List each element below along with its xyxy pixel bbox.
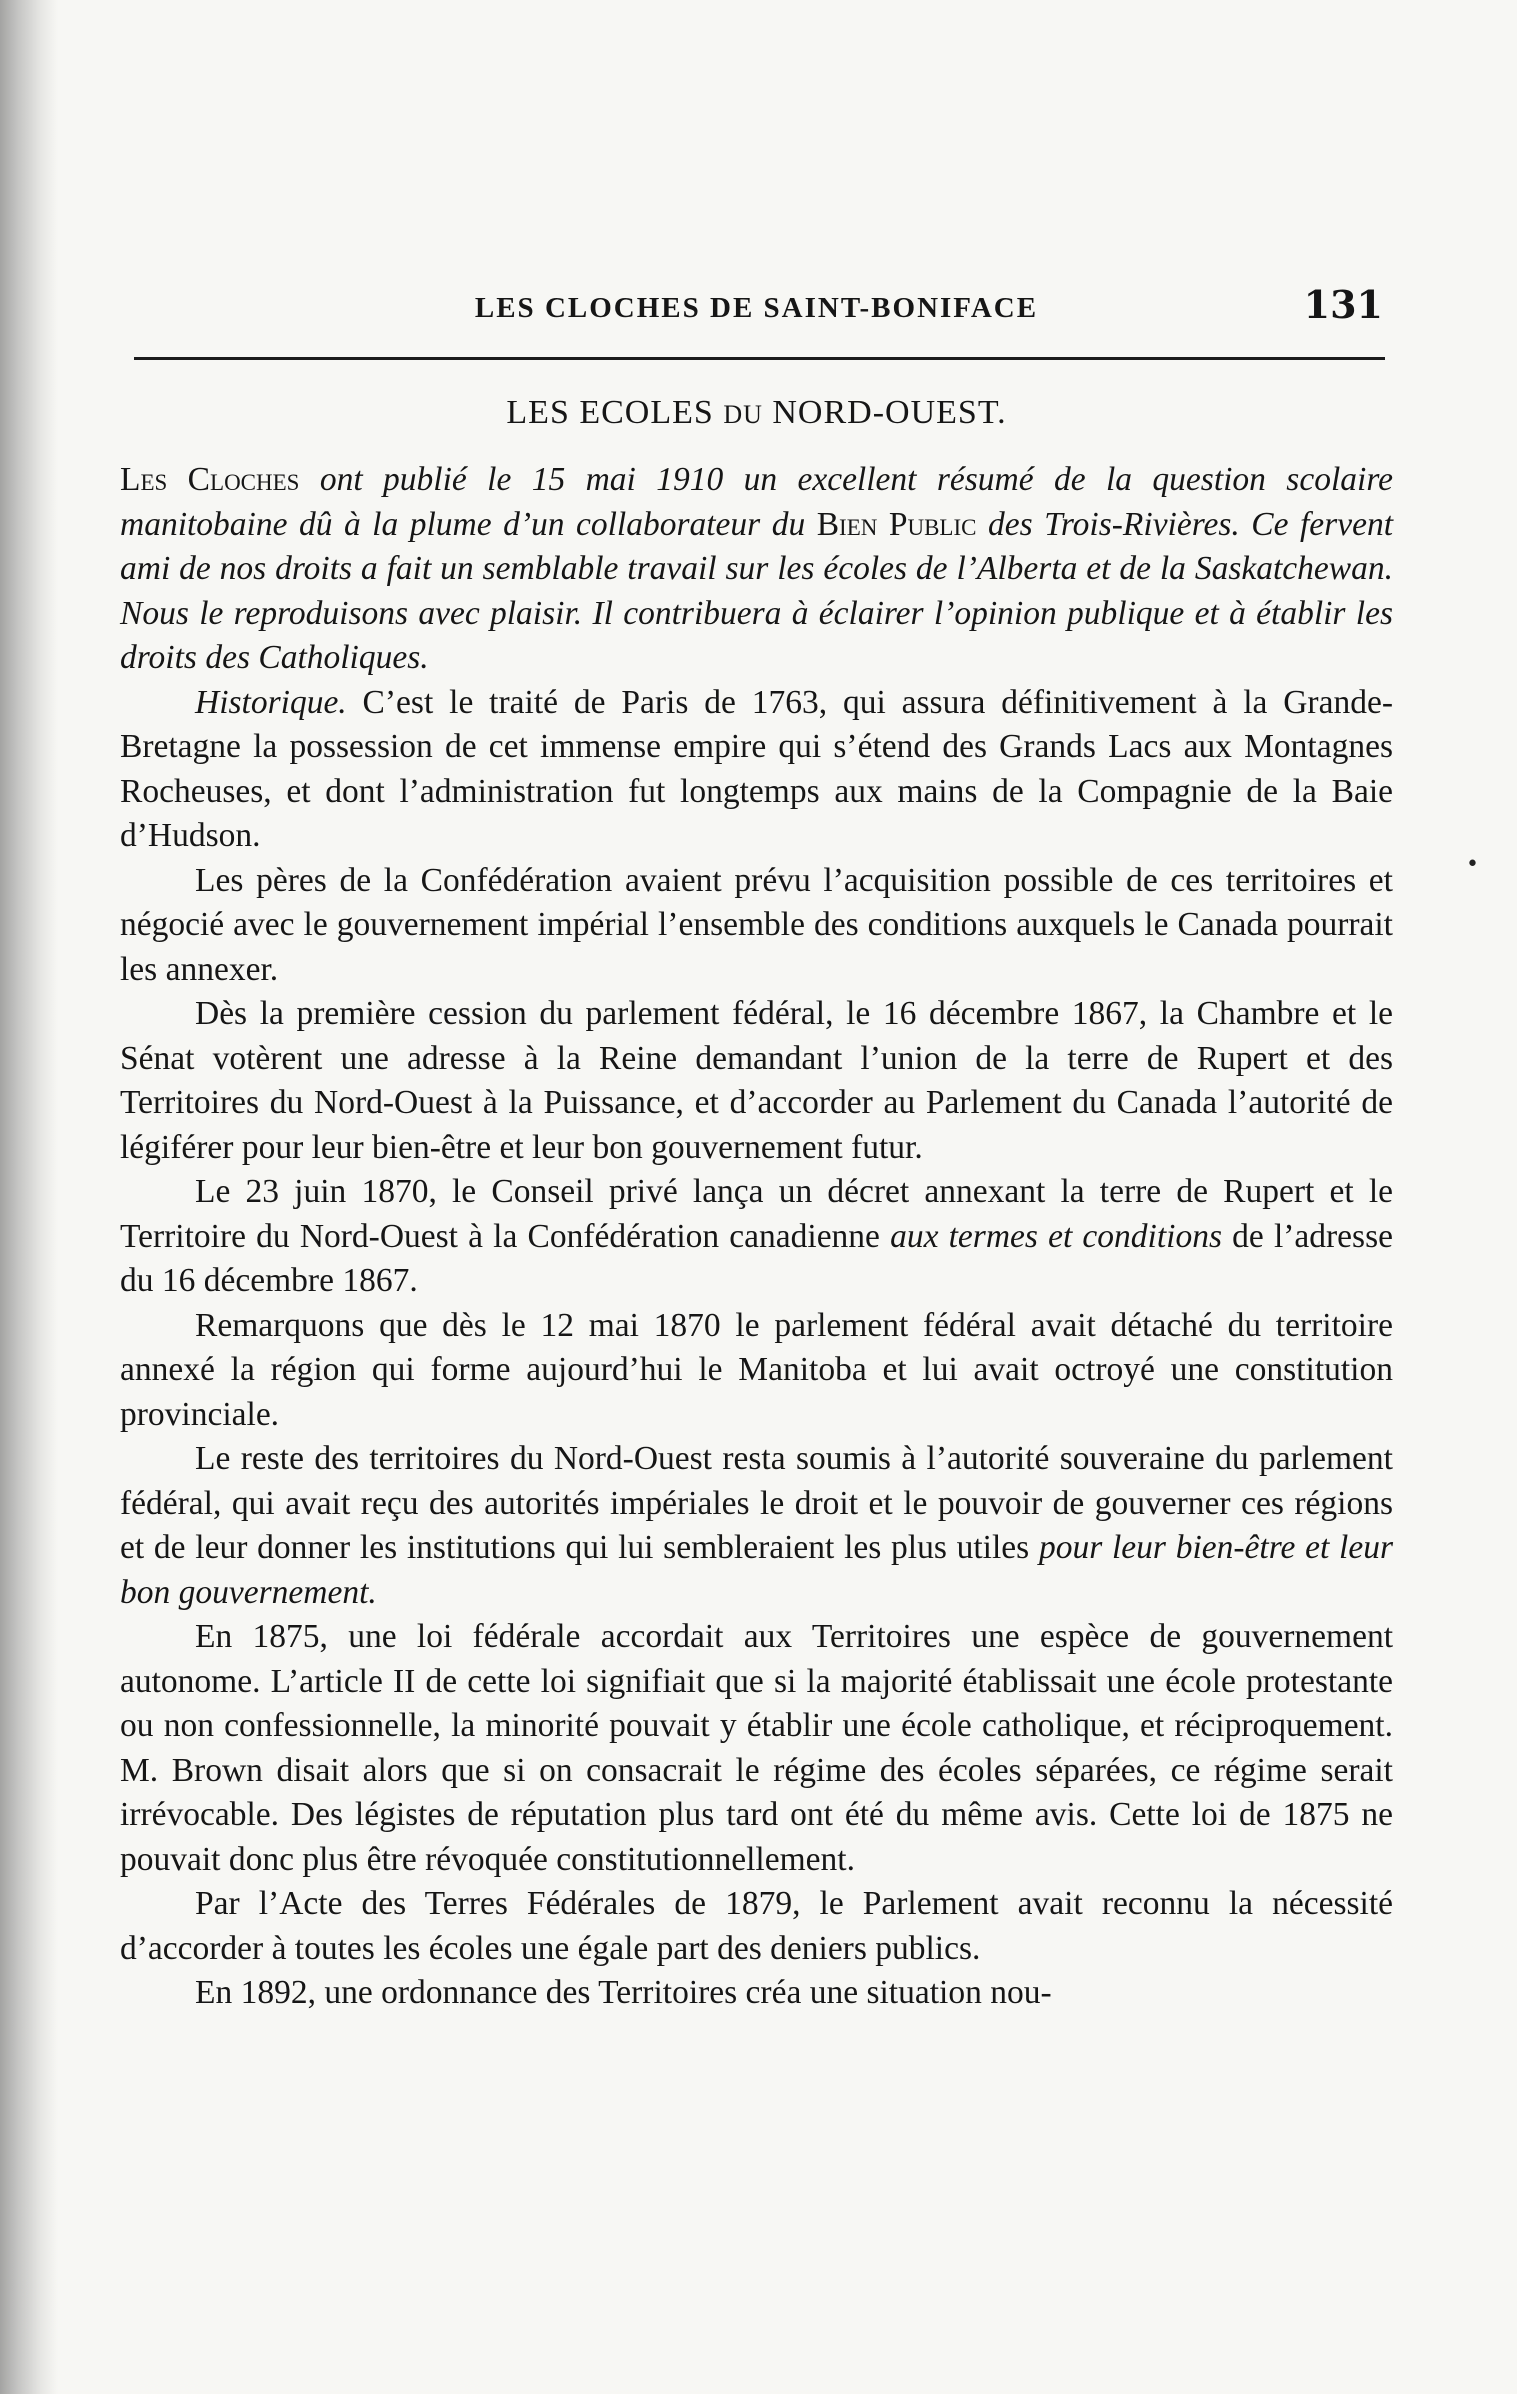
paragraph (120, 1615, 1393, 1882)
italic-lead: Historique. (195, 683, 347, 721)
paragraph (120, 1304, 1393, 1438)
paragraph-text: En 1892, une ordonnance des Territoires créa une situation nou- (195, 1974, 1052, 2011)
paragraph-text: Les pères de la Confédération avaient prévu l’acquisition possible de ces territoires et négocié avec le gouvernement impérial l’ensemble des conditions auxquels le Canada pourrait les annexer. (120, 861, 1393, 988)
paragraph-text: En 1875, une loi fédérale accordait aux Territoires une espèce de gouvernement autonome. L’article II de cette loi signifiait que si la majorité établissait une école protestante ou non confessionnelle, la minorité pouvait y établir une école catholique, et réciproquement. M. Brown disait alors que si on consacrait le régime des écoles séparées, ce régime serait irrévocable. Des légistes de réputation plus tard ont été du même avis. Cette loi de 1875 ne pouvait donc plus être révoquée constitutionnellement. (120, 1618, 1393, 1878)
paragraph-text: Le 23 juin 1870, le Conseil privé lança un décret annexant la terre de Rupert et le Territoire du Nord-Ouest à la Confédération canadienne (120, 1173, 1393, 1255)
small-caps-lead: Les Cloches (120, 461, 300, 498)
intro-text: des Trois-Rivières. Ce fervent ami de nos droits a fait un semblable travail sur les écoles de l’Alberta et de la Saskatchewan. Nous le reproduisons avec plaisir. Il contribuera à éclairer l’opinion publique et à établir les droits des Catholiques. (120, 505, 1393, 676)
section-title (120, 388, 1393, 440)
paragraph (120, 1971, 1393, 2016)
margin-dot: • (1466, 852, 1479, 877)
section-title-part: NORD-OUEST. (762, 394, 1007, 431)
small-caps-name: Bien Public (816, 505, 977, 543)
paragraph-text: C’est le traité de Paris de 1763, qui assura définitivement à la Grande-Bretagne la possession de cet immense empire qui s’étend des Grands Lacs aux Montagnes Rocheuses, et dont l’administration fut longtemps aux mains de la Compagnie de la Baie d’Hudson. (120, 683, 1393, 854)
paragraph-intro (120, 458, 1393, 681)
section-title-small: DU (723, 400, 763, 429)
italic-phrase: pour leur bien-être et leur bon gouvernement. (120, 1529, 1393, 1611)
paragraph (120, 992, 1393, 1170)
paragraph-text: Dès la première cession du parlement fédéral, le 16 décembre 1867, la Chambre et le Sénat votèrent une adresse à la Reine demandant l’union de la terre de Rupert et des Territoires du Nord-Ouest à la Puissance, et d’accorder au Parlement du Canada l’autorité de légiférer pour leur bien-être et leur bon gouvernement futur. (120, 995, 1393, 1166)
page-edge-shadow (0, 0, 58, 2394)
article-body (120, 388, 1393, 2016)
paragraph (120, 859, 1393, 993)
running-title: LES CLOCHES DE SAINT-BONIFACE (474, 292, 1039, 324)
page-number: 131 (1303, 282, 1383, 327)
paragraph (120, 1170, 1393, 1304)
paragraph (120, 1882, 1393, 1971)
header-rule (134, 357, 1385, 360)
paragraph-text: de l’adresse du 16 décembre 1867. (120, 1217, 1393, 1299)
paragraph-historique (120, 681, 1393, 859)
paragraph-text: Par l’Acte des Terres Fédérales de 1879, le Parlement avait reconnu la nécessité d’accorder à toutes les écoles une égale part des deniers publics. (120, 1885, 1393, 1967)
paragraph-text: Le reste des territoires du Nord-Ouest resta soumis à l’autorité souveraine du parlement fédéral, qui avait reçu des autorités impériales le droit et le pouvoir de gouverner ces régions et de leur donner les institutions qui lui sembleraient les plus utiles (120, 1440, 1393, 1566)
page-header (130, 282, 1383, 342)
paragraph-text: Remarquons que dès le 12 mai 1870 le parlement fédéral avait détaché du territoire annexé la région qui forme aujourd’hui le Manitoba et lui avait octroyé une constitution provinciale. (120, 1306, 1393, 1433)
intro-text: ont publié le 15 mai 1910 un excellent résumé de la question scolaire manitobaine dû à la plume d’un collaborateur du (120, 461, 1393, 543)
italic-phrase: aux termes et conditions (890, 1217, 1223, 1255)
paragraph (120, 1437, 1393, 1615)
section-title-part: LES ECOLES (506, 394, 724, 431)
